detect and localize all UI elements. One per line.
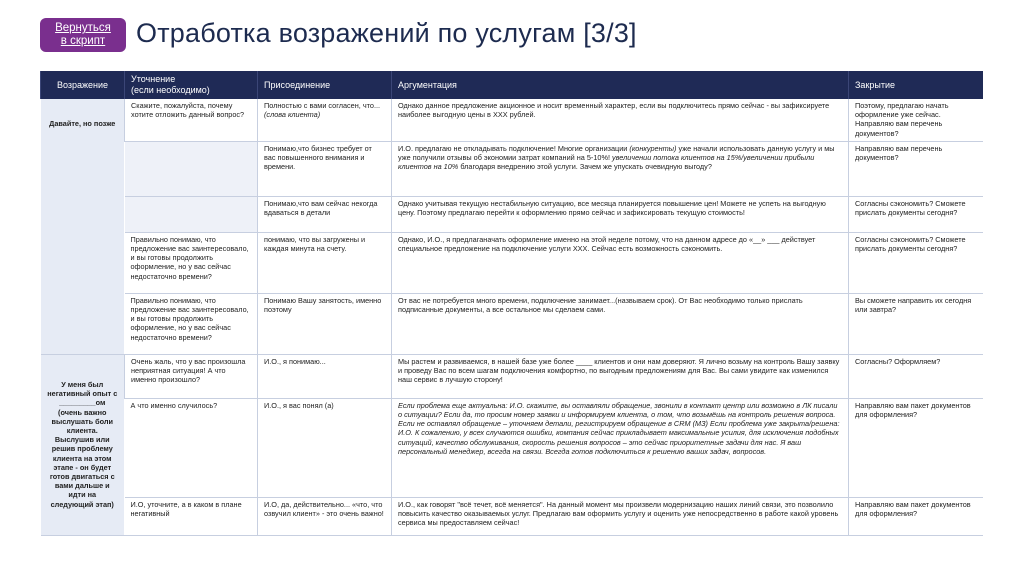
back-button-line2: в скрипт (60, 35, 106, 47)
header-joining: Присоединение (258, 71, 392, 99)
close-cell: Поэтому, предлагаю начать оформление уже сейчас. Направляю вам перечень документов? (849, 99, 983, 141)
table-row (41, 99, 983, 141)
join-cell: Понимаю,что бизнес требует от вас повышенного внимания и времени. (258, 141, 392, 196)
argument-cell: Однако, И.О., я предлаганачать оформление именно на этой неделе потому, что на данном адресе до «__» ___ действует специальное предложение на подключение услуги XXX. Сейчас есть возможность сэкономить. (392, 232, 849, 293)
join-cell: Понимаю,что вам сейчас некогда вдаваться в детали (258, 196, 392, 232)
arg-italic: (конкуренты) (629, 143, 677, 153)
clarify-cell (125, 196, 258, 232)
objection-cell: Давайте, но позже (41, 99, 125, 354)
table-row (41, 398, 983, 497)
clarify-cell: Правильно понимаю, что предложение вас заинтересовало, и вы готовы продолжить оформление, но у вас сейчас недостаточно времени? (125, 293, 258, 354)
close-cell: Вы сможете направить их сегодня или завтра? (849, 293, 983, 354)
join-text: Полностью с вами согласен, что... (264, 101, 381, 110)
table-row (41, 497, 983, 535)
arg-text: уже начали использовать данную услугу и мы уже получили отзывы об экономии затрат компаний на 5-10%! (398, 143, 835, 163)
close-cell: Согласны сэкономить? Сможете прислать документы сегодня? (849, 196, 983, 232)
close-cell: Направляю вам пакет документов для оформления? (849, 398, 983, 497)
argument-cell: Мы растем и развиваемся, в нашей базе уже более ____ клиентов и они нам доверяют. Я лично возьму на контроль Вашу заявку и проведу Вас по всем шагам подключения комфортно, по выгодным предложениям для Вас. Вы сами увидите как изменился наш сервис в лучшую сторону! (392, 354, 849, 398)
argument-cell (392, 141, 849, 196)
argument-cell: Однако данное предложение акционное и носит временный характер, если вы подключитесь прямо сейчас - вы зафиксируете наиболее выгодную цены в XXX рублей. (392, 99, 849, 141)
argument-cell: Если проблема еще актуальна: И.О. скажите, вы оставляли обращение, звонили в контакт центр или возможно в ЛК писали о ситуации? Если да, то просим номер заявки и информируем клиента, о том, что возьмёшь на контроль решения вопроса. Если не оставлял обращение – уточняем детали, регистрируем обращение в CRM (МЗ) Если проблема уже закрыта/решена: И.О. К сожалению, у всех случаются ошибки, компания сейчас прикладывает максимальные усилия, для исключения подобных ситуаций, качество обслуживания, скорость решения вопросов – это сейчас приоритетные задачи для нас. Я ваш персональный менеджер, всегда на связи. Всегда готов подключиться к решению ваших задач, вопросов. (392, 398, 849, 497)
join-italic: (слова клиента) (264, 110, 321, 120)
close-cell: Согласны? Оформляем? (849, 354, 983, 398)
clarify-cell (125, 141, 258, 196)
argument-cell: И.О., как говорят "всё течет, всё меняется". На данный момент мы произвели модернизацию наших линий связи, это позволило повысить качество оказываемых услуг. Предлагаю вам оформить услугу и оценить уже непосредственно в работе какой уровень сервиса мы предоставляем сейчас! (392, 497, 849, 535)
table-row (41, 196, 983, 232)
header-closing: Закрытие (849, 71, 983, 99)
clarify-cell: Очень жаль, что у вас произошла неприятная ситуация! А что именно произошло? (125, 354, 258, 398)
arg-text: И.О. предлагаю не откладывать подключение! Многие организации (398, 143, 630, 153)
argument-cell: Однако учитывая текущую нестабильную ситуацию, все месяца планируется повышение цен! Можете не успеть на выгодную цену. Поэтому предлагаю перейти к оформлению прямо сейчас и зафиксировать текущую стоимость! (392, 196, 849, 232)
back-to-script-button[interactable] (40, 18, 126, 52)
table-header-row (41, 71, 983, 99)
table-row (41, 141, 983, 196)
header-clarification (125, 71, 258, 99)
page-title: Отработка возражений по услугам [3/3] (136, 18, 637, 48)
close-cell: Направляю вам перечень документов? (849, 141, 983, 196)
close-cell: Направляю вам пакет документов для оформления? (849, 497, 983, 535)
arg-text: благодаря внедрению этой услуги. Зачем же упускать очевидную выгоду? (458, 162, 712, 172)
join-cell: И.О., я вас понял (а) (258, 398, 392, 497)
join-cell: И.О, да, действительно... «что, что озвучил клиент» - это очень важно! (258, 497, 392, 535)
table-row (41, 293, 983, 354)
argument-cell: От вас не потребуется много времени, подключение занимает...(назвываем срок). От Вас необходимо только прислать подписанные документы, а все остальное мы сделаем сами. (392, 293, 849, 354)
join-cell: Понимаю Вашу занятость, именно поэтому (258, 293, 392, 354)
join-cell: понимаю, что вы загружены и каждая минута на счету. (258, 232, 392, 293)
join-cell (258, 99, 392, 141)
arg-italic: увеличении потока клиентов на 15%/увеличении прибыли клиентов на 10% (398, 153, 815, 172)
table-row (41, 354, 983, 398)
clarify-cell: Правильно понимаю, что предложение вас заинтересовало, и вы готовы продолжить оформление, но у вас сейчас недостаточно времени? (125, 232, 258, 293)
clarify-cell: И.О, уточните, а в каком в плане негативный (125, 497, 258, 535)
table-row (41, 232, 983, 293)
close-cell: Согласны сэкономить? Сможете прислать документы сегодня? (849, 232, 983, 293)
objections-table (40, 71, 983, 536)
header-clarification-line2: (если необходимо) (131, 85, 210, 95)
objection-cell: У меня был негативный опыт с _________ом (очень важно выслушать боли клиента. Выслушив или решив проблему клиента на этом этапе - он будет готов двигаться с вами дальше и идти на следующий этап) (41, 354, 125, 535)
header-argumentation: Аргументация (392, 71, 849, 99)
clarify-cell: А что именно случилось? (125, 398, 258, 497)
header-objection: Возражение (41, 71, 125, 99)
join-cell: И.О., я понимаю... (258, 354, 392, 398)
back-button-line1: Вернуться (55, 22, 111, 34)
clarify-cell: Скажите, пожалуйста, почему хотите отложить данный вопрос? (125, 99, 258, 141)
header-clarification-line1: Уточнение (131, 74, 176, 84)
